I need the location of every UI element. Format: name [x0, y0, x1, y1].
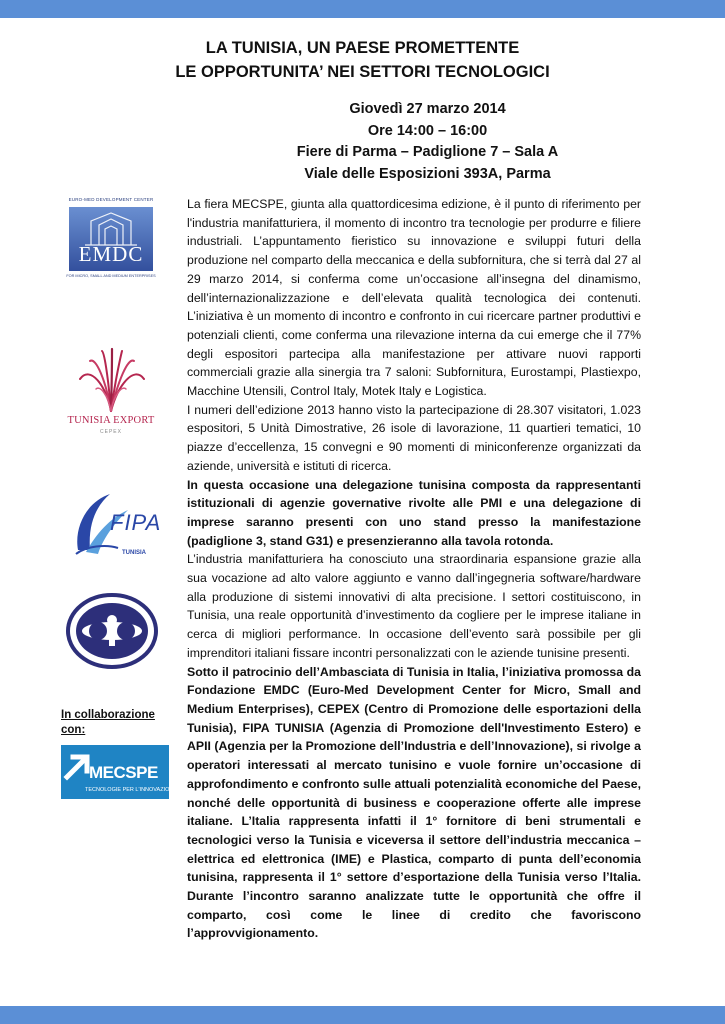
emdc-logo-header: EURO-MED DEVELOPMENT CENTER [68, 197, 154, 202]
collaboration-label-line-1: In collaborazione [61, 709, 155, 721]
bottom-color-band [0, 1006, 725, 1024]
paragraph-2: I numeri dell’edizione 2013 hanno visto la partecipazione di 28.307 visitatori, 1.023 espositori, 5 Unità Dimostrative, 26 isole di lavorazione, 11 quartieri tematici, 10 piazze d’eccellenza, 15 convegni e 90 momenti di miniconferenze organizzati da aziende, università e istituti di ricerca. [187, 402, 641, 473]
emdc-logo-text: EMDC [78, 242, 144, 266]
event-details [0, 99, 725, 185]
mecspe-logo-text: MECSPE [89, 763, 158, 782]
emdc-logo-box [69, 207, 153, 271]
fipa-logo-sub: TUNISIA [122, 550, 146, 556]
apii-logo [66, 592, 158, 670]
fipa-logo-text: FIPA [110, 510, 162, 535]
apii-logo-icon [66, 592, 158, 670]
title-line-2: LE OPPORTUNITA’ NEI SETTORI TECNOLOGICI [175, 63, 550, 81]
event-address: Viale delle Esposizioni 393A, Parma [304, 165, 551, 182]
event-venue: Fiere di Parma – Padiglione 7 – Sala A [296, 144, 559, 160]
tunisia-export-logo [66, 345, 156, 441]
title-line-1: LA TUNISIA, UN PAESE PROMETTENTE [205, 39, 520, 57]
top-color-band [0, 0, 725, 18]
mecspe-logo [61, 745, 178, 799]
emdc-logo-tagline: FOR MICRO, SMALL AND MEDIUM ENTERPRISES [66, 274, 156, 278]
collaboration-label-line-2: con: [61, 724, 86, 736]
tunisia-export-shell-icon [66, 345, 156, 415]
paragraph-3: In questa occasione una delegazione tunisina composta da rappresentanti istituzionali di agenzie governative rivolte alle PMI e una delegazione di imprese saranno presenti con uno stand presso la manifestazione (padiglione 3, stand G31) e presenzieranno alla tavola rotonda. [187, 477, 641, 548]
tunisia-export-logo-text: TUNISIA EXPORT [67, 415, 155, 426]
paragraph-1: La fiera MECSPE, giunta alla quattordicesima edizione, è il punto di riferimento per l'industria manifatturiera, il momento di incontro tra tecnologie per produrre e filiere industriali. L’appuntamento fieristico su innovazione e sviluppi futuri della produzione nel comparto della meccanica e della subfornitura, che si terrà dal 27 al 29 marzo 2014, si conferma come un’occasione all’insegna del dinamismo, dell’internazionalizzazione e dell’elevata qualità tecnologica dei contenuti. L’iniziativa è un momento di incontro e confronto in cui ricercare partner produttivi e potenziali clienti, come conferma una rilevazione interna da cui emerge che il 77% degli espositori partecipa alla manifestazione per attivare nuovi rapporti commerciali grazie alla sinergia tra 7 saloni: Subfornitura, Eurostampi, Plastiexpo, Macchine Utensili, Control Italy, Motek Italy e Logistica. [187, 197, 641, 399]
event-time: Ore 14:00 – 16:00 [367, 122, 488, 139]
emdc-logo [66, 197, 156, 285]
tunisia-export-logo-sub: CEPEX [100, 429, 122, 435]
document-title [0, 36, 725, 84]
event-date: Giovedì 27 marzo 2014 [349, 101, 506, 117]
paragraph-4: L’industria manifatturiera ha conosciuto una straordinaria espansione grazie alla sua vocazione ad alto valore aggiunto e vanno dall’ingegneria software/hardware alla produzione di sistemi innovativi di alta precisione. I settori costituiscono, in Tunisia, una reale opportunità d’investimento da cogliere per le imprese italiane in cerca di migliori performance. In occasione dell’evento sarà possibile per gli imprenditori italiani fissare incontri personalizzati con le aziende tunisine presenti. [187, 552, 641, 660]
mecspe-logo-tagline: TECNOLOGIE PER L'INNOVAZIONE [85, 787, 178, 793]
body-text [187, 195, 641, 943]
paragraph-5: Sotto il patrocinio dell’Ambasciata di Tunisia in Italia, l’iniziativa promossa da Fondazione EMDC (Euro-Med Development Center for Micro, Small and Medium Enterprises), CEPEX (Centro di Promozione delle esportazioni della Tunisia), FIPA TUNISIA (Agenzia di Promozione dell'Investimento Estero) e APII (Agenzia per la Promozione dell’Industria e dell’Innovazione), si rivolge a operatori interessati al mercato tunisino e vuole fornire un’occasione di approfondimento e confronto sulle attuali potenzialità economiche del Paese, nonché delle opportunità di business e cooperazione offerte alle imprese italiane. L’Italia rappresenta infatti il 1° fornitore di beni strumentali e tecnologici verso la Tunisia e viceversa il settore dell’industria meccanica – elettrica ed elettronica (IME) e Plastica, comparto di punta dell’economia tunisina, rappresenta il 1° settore d’esportazione della Tunisia verso l’Italia. Durante l’incontro saranno analizzate tutte le opportunità che offre il comparto, così come le linee di credito che favoriscono l’approvvigionamento. [187, 664, 641, 941]
fipa-logo [66, 488, 162, 563]
collaboration-label [61, 708, 155, 738]
